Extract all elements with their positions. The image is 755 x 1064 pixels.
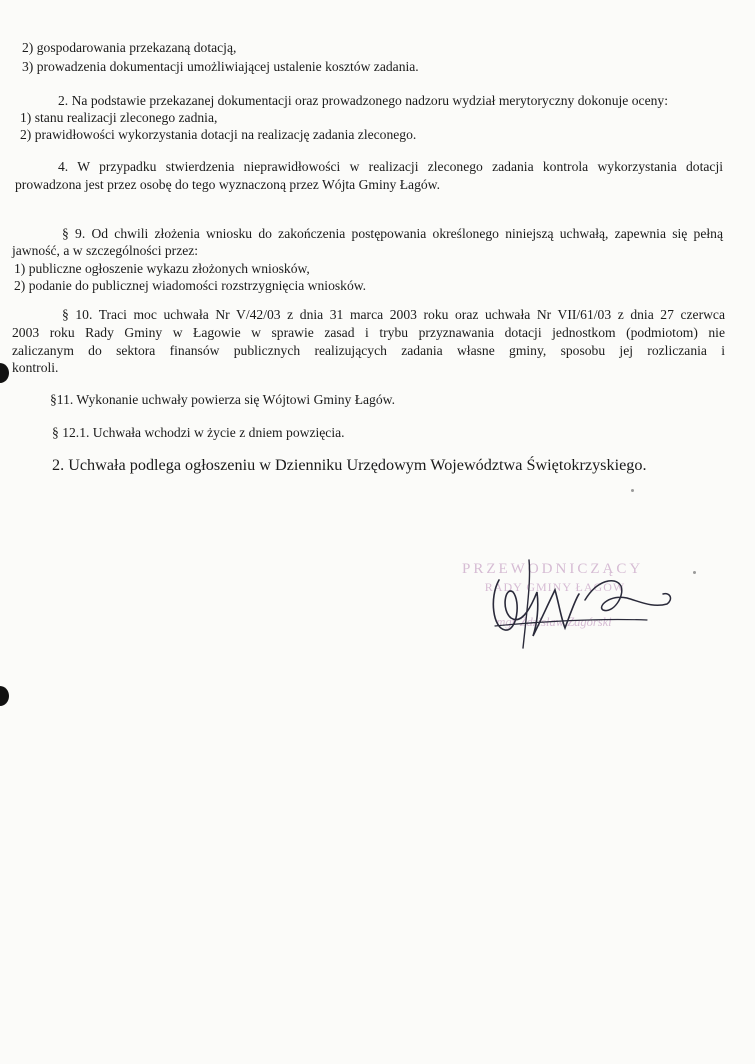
paragraph-line: 2003 roku Rady Gminy w Łagowie w sprawie zasad i trybu przyznawania dotacji jednostkom (podmiotom) nie bbox=[12, 325, 725, 340]
list-item: 2) prawidłowości wykorzystania dotacji na realizację zadania zleconego. bbox=[20, 127, 417, 142]
paragraph-line: prowadzona jest przez osobę do tego wyznaczoną przez Wójta Gminy Łagów. bbox=[15, 177, 441, 192]
list-item: 1) publiczne ogłoszenie wykazu złożonych wniosków, bbox=[14, 261, 310, 276]
paragraph-line: 4. W przypadku stwierdzenia nieprawidłowości w realizacji zleconego zadania kontrola wykorzystania dotacji bbox=[58, 159, 723, 174]
paragraph-intro: 2. Na podstawie przekazanej dokumentacji oraz prowadzonego nadzoru wydział merytoryczny dokonuje oceny: bbox=[58, 93, 668, 108]
list-item: 1) stanu realizacji zleconego zadnia, bbox=[20, 110, 218, 125]
paragraph-line: jawność, a w szczególności przez: bbox=[12, 243, 199, 258]
paragraph-line: § 12.1. Uchwała wchodzi w życie z dniem powzięcia. bbox=[52, 425, 345, 440]
stamp-name: mgr Zdzisław Zagórski bbox=[496, 615, 612, 629]
paragraph-line: §11. Wykonanie uchwały powierza się Wójtowi Gminy Łagów. bbox=[50, 392, 395, 407]
scan-speck bbox=[693, 571, 696, 574]
paragraph-line: zaliczanym do sektora finansów publicznych realizujących zadania własne gminy, sposobu jej rozliczania i bbox=[12, 343, 725, 358]
list-item: 2) gospodarowania przekazaną dotacją, bbox=[22, 40, 237, 55]
paragraph-line: § 10. Traci moc uchwała Nr V/42/03 z dnia 31 marca 2003 roku oraz uchwała Nr VII/61/03 z dnia 27 czerwca bbox=[62, 307, 725, 322]
punch-hole bbox=[0, 686, 9, 706]
list-item: 2) podanie do publicznej wiadomości rozstrzygnięcia wniosków. bbox=[14, 278, 367, 293]
signature bbox=[475, 540, 685, 655]
stamp-title: PRZEWODNICZĄCY bbox=[462, 561, 644, 577]
paragraph-line: kontroli. bbox=[12, 360, 59, 375]
paragraph-line: § 9. Od chwili złożenia wniosku do zakończenia postępowania określonego niniejszą uchwałą, zapewnia się pełną bbox=[62, 226, 723, 241]
scan-speck bbox=[631, 489, 634, 492]
paragraph-line: 2. Uchwała podlega ogłoszeniu w Dzienniku Urzędowym Województwa Świętokrzyskiego. bbox=[52, 456, 647, 474]
punch-hole bbox=[0, 363, 9, 383]
stamp-body: RADY GMINY ŁAGÓW bbox=[484, 580, 626, 594]
list-item: 3) prowadzenia dokumentacji umożliwiającej ustalenie kosztów zadania. bbox=[22, 59, 419, 74]
